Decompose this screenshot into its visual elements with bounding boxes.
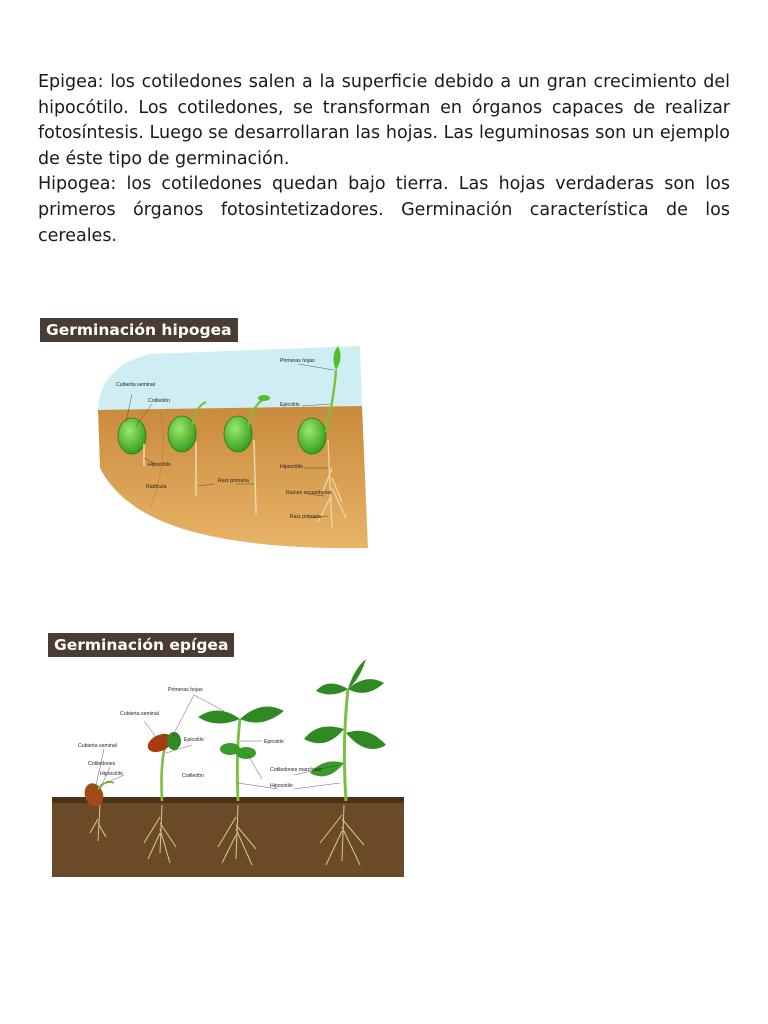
label-hipocotilo: Hipocótilo [148, 462, 171, 468]
label-primeras-hojas: Primeras hojas [168, 687, 203, 693]
figure-title-epigea: Germinación epígea [48, 633, 234, 657]
label-cotiledon: Cotiledón [148, 398, 170, 404]
figure-hipogea [40, 318, 370, 568]
label-raiz-primaria: Raíz primaria [218, 478, 249, 484]
label-epicotilo: Epicotilo [184, 737, 204, 743]
label-hipocotilo: Hipocotilo [100, 771, 123, 777]
hipogea-illustration [40, 318, 370, 568]
label-cubierta-seminal: Cubierta seminal [116, 382, 155, 388]
soil-band [52, 801, 404, 877]
label-epicotilo: Epicótilo [280, 402, 300, 408]
body-text [38, 70, 730, 249]
label-hipocotilo-2: Hipocotilo [270, 783, 293, 789]
figure-title-hipogea: Germinación hipogea [40, 318, 238, 342]
label-cubierta-seminal-inf: Cubierta seminal [78, 743, 117, 749]
label-primeras-hojas: Primeras hojas [280, 358, 315, 364]
paragraph-hipogea: Hipogea: los cotiledones quedan bajo tierra. Las hojas verdaderas son los primeros órganos fotosintetizadores. Germinación característica de los cereales. [38, 174, 730, 246]
label-cubierta-seminal-sup: Cubierta seminal [120, 711, 159, 717]
label-radicula: Radícula [146, 484, 167, 490]
label-hipocotilo-2: Hipocótilo [280, 464, 303, 470]
label-raices-secundarias: Raíces secundarias [286, 490, 332, 496]
sky-area [98, 346, 362, 410]
label-cotiledones-marchitos: Cotiledones marchitos [270, 767, 322, 773]
figure-epigea [48, 633, 410, 883]
paragraph-epigea: Epigea: los cotiledones salen a la superficie debido a un gran crecimiento del hipocótilo. Los cotiledones, se transforman en órganos capaces de realizar fotosíntesis. Luego se desarrollaran las hojas. Las leguminosas son un ejemplo de éste tipo de germinación. [38, 72, 730, 169]
label-cotiledon: Cotiledón [182, 773, 204, 779]
label-raiz-primaria-2: Raíz primaria [290, 514, 321, 520]
label-epicotilo-2: Epicotilo [264, 739, 284, 745]
label-cotiledones: Cotiledones [88, 761, 116, 767]
epigea-illustration [48, 633, 410, 883]
